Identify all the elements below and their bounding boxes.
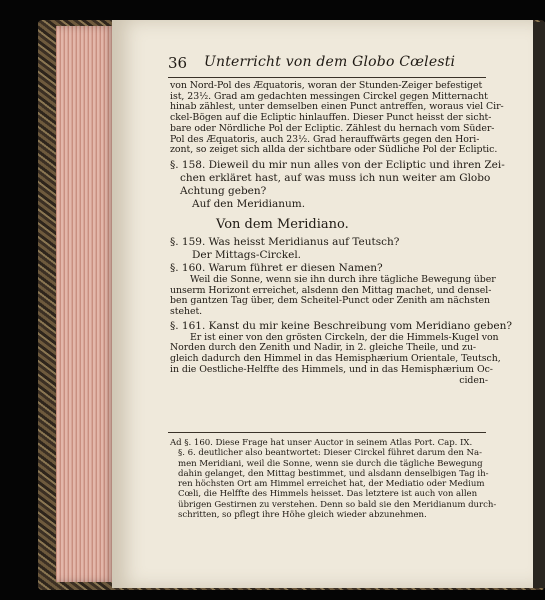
paragraph-continued xyxy=(170,80,504,156)
question-line: Achtung geben? xyxy=(180,184,267,197)
running-title: Unterricht von dem Globo Cœlesti xyxy=(204,54,456,70)
answer-line: ben gantzen Tag über, dem Scheitel-Punct oder Zenith am nächsten xyxy=(170,295,490,307)
answer-line: Der Mittags-Circkel. xyxy=(192,248,302,261)
footnote-line: dahin gelanget, den Mittag bestimmet, und alsdann denselbigen Tag ih- xyxy=(178,468,489,479)
text-line: Pol des Æquatoris, auch 23½. Grad herauffwärts gegen den Hori- xyxy=(170,133,480,145)
question-line: §. 159. Was heisst Meridianus auf Teutsch? xyxy=(170,235,400,248)
answer-line: Auf den Meridianum. xyxy=(192,197,306,210)
footnote-line: ren höchsten Ort am Himmel erreichet hat, der Mediatio oder Medium xyxy=(178,479,485,490)
answer-line: Norden durch den Zenith und Nadir, in 2. gleiche Theile, und zu- xyxy=(170,342,477,354)
text-line: zont, so zeiget sich allda der sichtbare oder Südliche Pol der Ecliptic. xyxy=(170,144,498,156)
text-line: ist, 23½. Grad am gedachten messingen Circkel gegen Mitternacht xyxy=(170,90,488,102)
text-line: von Nord-Pol des Æquatoris, woran der Stunden-Zeiger befestiget xyxy=(170,80,483,91)
answer-line: stehet. xyxy=(170,306,203,318)
page-header xyxy=(168,54,496,76)
footnote xyxy=(170,438,497,521)
answer-line: unserm Horizont erreichet, alsdenn den Mittag machet, und densel- xyxy=(170,284,492,296)
answer-line: Er ist einer von den grösten Circkeln, der die Himmels-Kugel von xyxy=(190,331,499,343)
page-number: 36 xyxy=(168,54,188,72)
question-line: chen erkläret hast, auf was muss ich nun weiter am Globo xyxy=(180,171,491,184)
header-rule xyxy=(168,77,486,78)
footnote-line: Ad §. 160. Diese Frage hat unser Auctor in seinem Atlas Port. Cap. IX. xyxy=(170,438,473,448)
section-159 xyxy=(170,236,488,262)
text-line: ckel-Bögen auf die Ecliptic hinlauffen. Dieser Punct heisst der sicht- xyxy=(170,112,492,124)
answer-line: gleich dadurch den Himmel in das Hemisphærium Orientale, Teutsch, xyxy=(170,353,501,365)
book-page xyxy=(112,20,533,588)
page-body xyxy=(170,80,512,386)
question-line: §. 160. Warum führet er diesen Namen? xyxy=(170,261,383,274)
right-page-edge xyxy=(533,22,545,588)
page-block-edges xyxy=(56,26,116,582)
answer-line: in die Oestliche-Helffte des Himmels, und in das Hemisphærium Oc- xyxy=(170,363,493,375)
answer-line: Weil die Sonne, wenn sie ihn durch ihre tägliche Bewegung über xyxy=(190,273,496,285)
footnote-line: §. 6. deutlicher also beantwortet: Dieser Circkel führet darum den Na- xyxy=(178,448,482,459)
footnote-line: men Meridiani, weil die Sonne, wenn sie durch die tägliche Bewegung xyxy=(178,458,483,469)
footnote-line: schritten, so pflegt ihre Höhe gleich wieder abzunehmen. xyxy=(178,510,427,521)
footnote-line: übrigen Gestirnen zu verstehen. Denn so bald sie den Meridianum durch- xyxy=(178,499,497,510)
section-heading: Von dem Meridiano. xyxy=(216,216,349,232)
question-line: §. 161. Kanst du mir keine Beschreibung vom Meridiano geben? xyxy=(170,319,512,332)
catchword: ciden- xyxy=(459,374,488,386)
text-line: bare oder Nördliche Pol der Ecliptic. Zählest du hernach vom Süder- xyxy=(170,122,495,134)
text-line: hinab zählest, unter demselben einen Punct antreffen, woraus viel Cir- xyxy=(170,101,504,113)
section-161 xyxy=(170,319,512,387)
section-160 xyxy=(170,261,496,318)
footnote-rule xyxy=(168,432,486,433)
footnote-line: Cœli, die Helffte des Himmels heisset. Das letztere ist auch von allen xyxy=(178,489,478,500)
section-158 xyxy=(170,158,505,211)
question-line: §. 158. Dieweil du mir nun alles von der Ecliptic und ihren Zei- xyxy=(170,158,505,171)
